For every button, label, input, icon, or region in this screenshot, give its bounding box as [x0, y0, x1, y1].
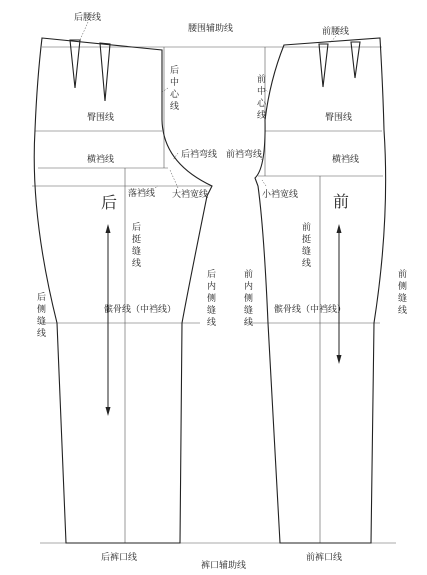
front-trouser-piece [255, 38, 386, 543]
svg-text:缝: 缝 [207, 306, 217, 316]
svg-text:前: 前 [257, 75, 267, 85]
label-front-crotch-line: 横裆线 [332, 155, 360, 165]
label-front-knee: 髌骨线（中裆线） [274, 305, 347, 315]
back-grain-arrow-bottom [106, 407, 111, 416]
back-outline [34, 38, 212, 543]
front-grain-arrow-bottom [337, 355, 342, 364]
label-front-crease [302, 221, 311, 269]
svg-text:后: 后 [207, 270, 217, 280]
label-front-waist: 前腰线 [322, 27, 350, 37]
svg-text:内: 内 [244, 282, 254, 292]
svg-text:中: 中 [170, 78, 180, 88]
leader-big-crotch [170, 170, 178, 188]
label-front-side-seam [398, 268, 407, 316]
svg-text:后: 后 [170, 66, 180, 76]
front-dart-1 [319, 44, 328, 87]
label-back-side-seam [37, 291, 46, 339]
label-back-inseam [207, 268, 216, 328]
label-front-hem: 前裤口线 [306, 553, 343, 563]
svg-text:线: 线 [207, 318, 217, 328]
label-back-knee: 髌骨线（中裆线） [104, 305, 177, 315]
label-back-big: 后 [101, 193, 118, 212]
svg-text:线: 线 [244, 318, 254, 328]
svg-text:缝: 缝 [302, 247, 312, 257]
label-back-hip: 臀围线 [87, 113, 115, 123]
back-dart-2 [100, 43, 110, 101]
svg-text:线: 线 [37, 329, 47, 339]
svg-text:侧: 侧 [398, 282, 408, 292]
front-dart-2 [351, 42, 360, 78]
label-front-crotch-curve: 前裆弯线 [226, 150, 263, 160]
svg-text:前: 前 [398, 270, 408, 280]
svg-text:后: 后 [132, 223, 142, 233]
svg-text:后: 后 [37, 293, 47, 303]
leader-lines [80, 22, 336, 191]
svg-text:缝: 缝 [244, 306, 254, 316]
front-grain-arrow-top [337, 224, 342, 233]
label-big-crotch-width: 大裆宽线 [172, 190, 209, 200]
label-back-hem: 后裤口线 [101, 553, 138, 563]
leader-back-waist [80, 22, 88, 40]
label-back-crotch-curve: 后裆弯线 [181, 150, 218, 160]
svg-text:缝: 缝 [398, 294, 408, 304]
label-front-center [257, 73, 267, 121]
svg-text:侧: 侧 [37, 305, 47, 315]
svg-text:侧: 侧 [207, 294, 217, 304]
label-front-hip: 臀围线 [325, 113, 353, 123]
label-waist-aux: 腰围辅助线 [188, 24, 234, 34]
label-back-waist: 后腰线 [74, 13, 102, 23]
svg-text:挺: 挺 [132, 235, 142, 245]
svg-text:挺: 挺 [302, 235, 312, 245]
svg-text:缝: 缝 [132, 247, 142, 257]
svg-text:线: 线 [398, 306, 408, 316]
svg-text:前: 前 [244, 270, 254, 280]
leader-back-center [162, 88, 168, 92]
svg-text:线: 线 [132, 259, 142, 269]
back-trouser-piece [34, 38, 212, 543]
leader-small-crotch [262, 180, 266, 186]
label-front-inseam [244, 268, 253, 328]
label-front-big: 前 [333, 192, 350, 211]
label-small-crotch-width: 小裆宽线 [262, 190, 299, 200]
back-grain-arrow-top [106, 224, 111, 233]
front-outline [255, 38, 386, 543]
label-hem-aux: 裤口辅助线 [201, 561, 247, 571]
label-back-center [170, 64, 180, 112]
label-back-crease [132, 221, 141, 269]
svg-text:线: 线 [302, 259, 312, 269]
svg-text:侧: 侧 [244, 294, 254, 304]
svg-text:心: 心 [257, 99, 267, 109]
svg-text:线: 线 [257, 111, 267, 121]
svg-text:内: 内 [207, 282, 217, 292]
svg-text:线: 线 [170, 102, 180, 112]
svg-text:前: 前 [302, 223, 312, 233]
labels [37, 11, 407, 571]
svg-text:中: 中 [257, 87, 267, 97]
svg-text:心: 心 [170, 90, 180, 100]
svg-text:缝: 缝 [37, 317, 47, 327]
label-drop-crotch: 落裆线 [128, 189, 156, 199]
label-back-crotch-line: 横裆线 [87, 155, 115, 165]
